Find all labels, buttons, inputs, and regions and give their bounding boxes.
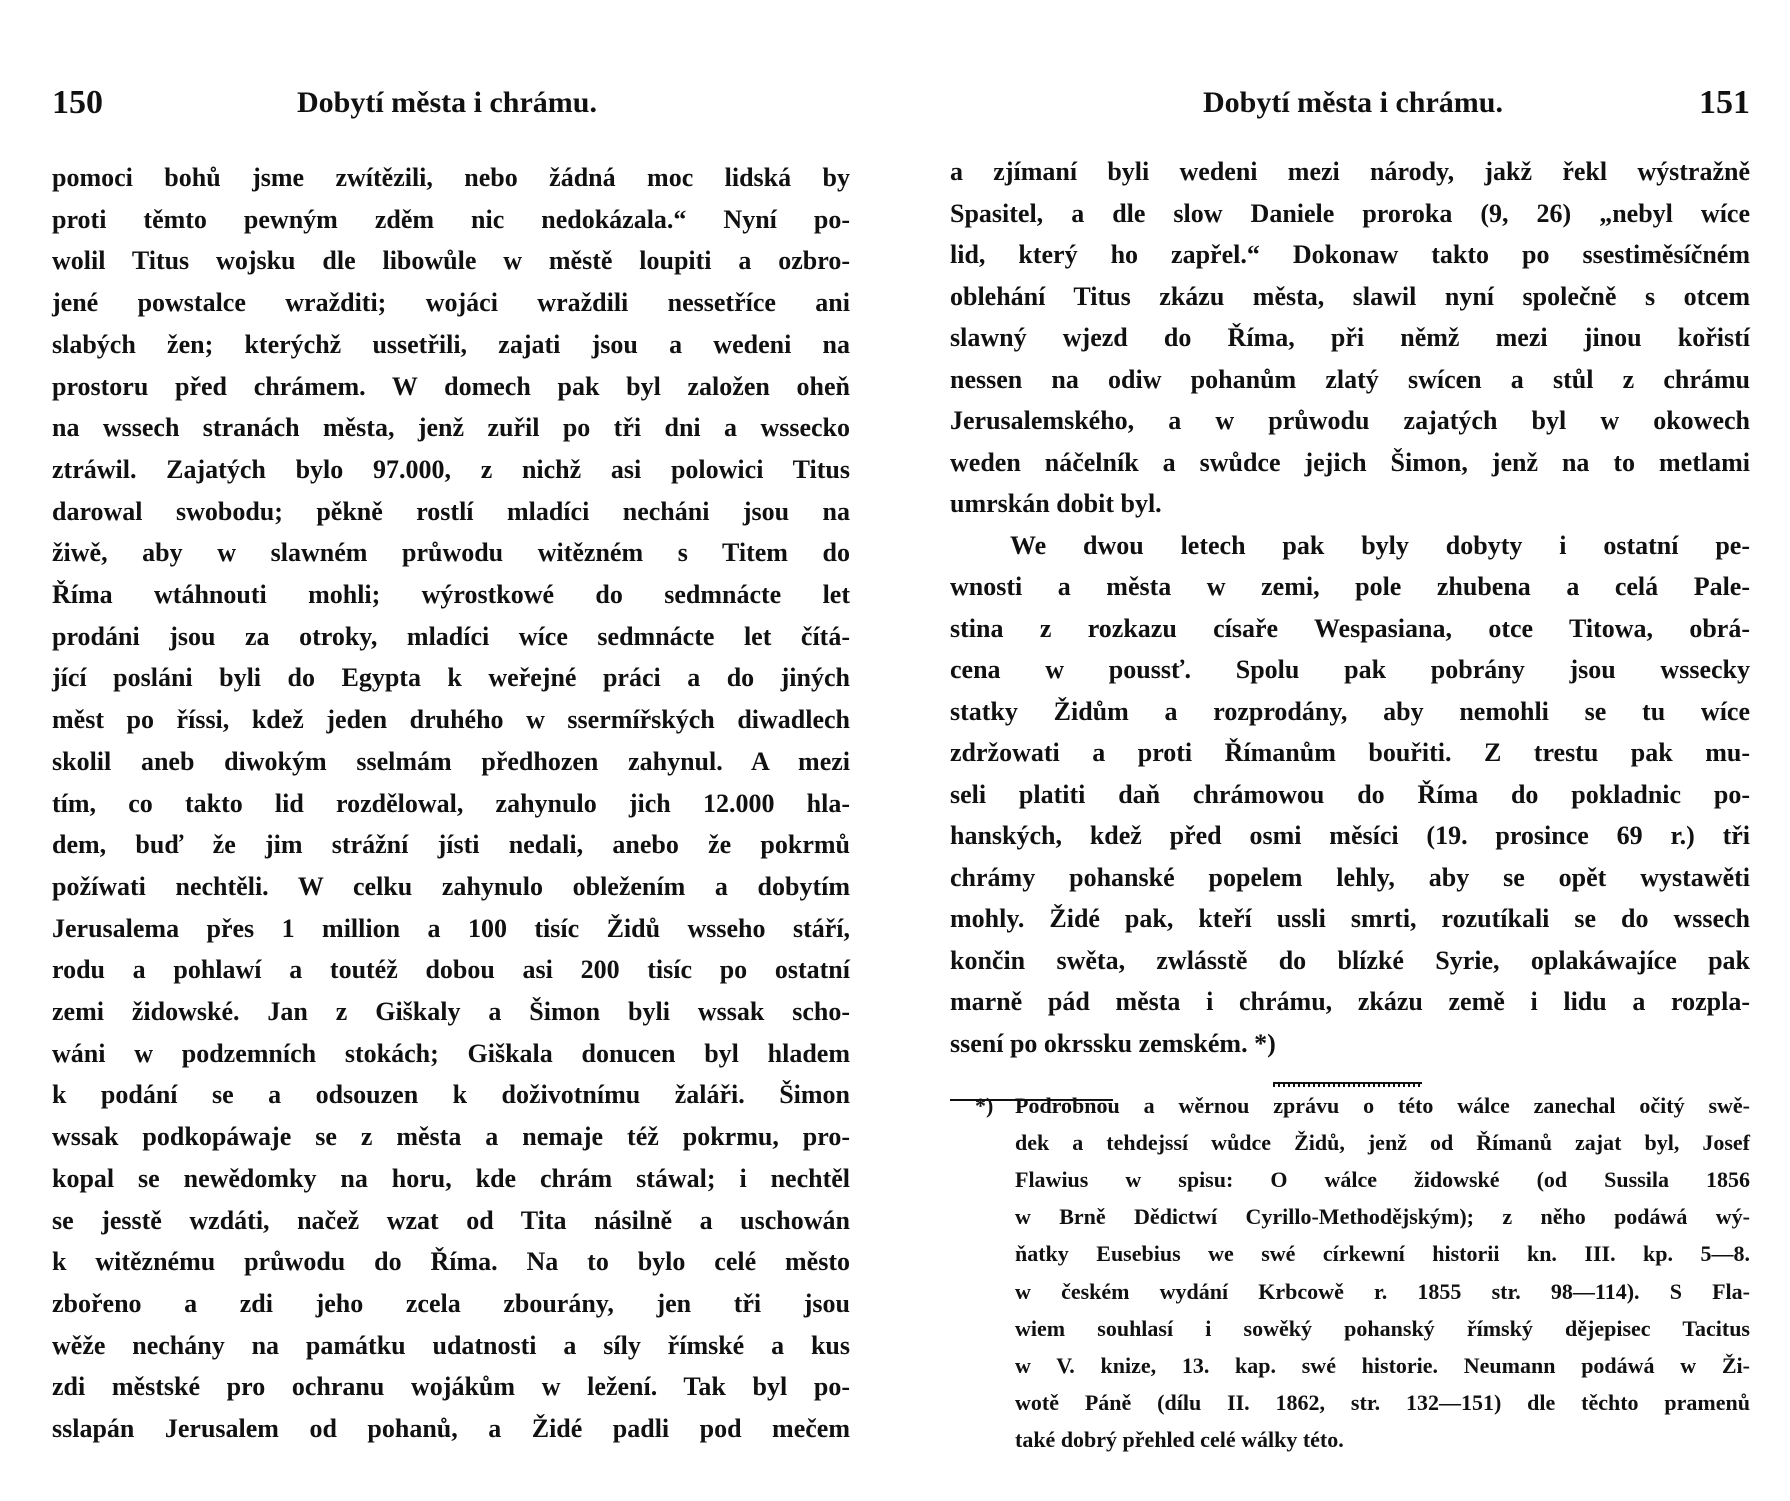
text-line: wssak podkopáwaje se z města a nemaje též pokrmu, pro- [52,1122,850,1152]
text-line: dem, buď že jim strážní jísti nedali, anebo že pokrmů [52,830,850,860]
text-line: nessen na odiw pohanům zlatý swícen a stůl z chrámu [950,364,1750,394]
text-line: Jerusalema přes 1 million a 100 tisíc Židů wsseho stáří, [52,913,850,943]
text-line: tím, co takto lid rozdělowal, zahynulo jich 12.000 hla- [52,788,850,818]
text-line: k witěznému průwodu do Říma. Na to bylo celé město [52,1247,850,1277]
page-number-right: 151 [1699,84,1750,121]
text-line: ňatky Eusebius we swé církewní historii kn. III. kp. 5—8. [1015,1241,1750,1267]
text-line: měst po říssi, kdež jeden druhého w ssermířských diwadlech [52,705,850,735]
text-line: stina z rozkazu císaře Wespasiana, otce Titowa, obrá- [950,613,1750,643]
text-line: ztráwil. Zajatých bylo 97.000, z nichž asi polowici Titus [52,454,850,484]
text-line: zbořeno a zdi jeho zcela zbourány, jen tři jsou [52,1288,850,1318]
text-line: a zjímaní byli wedeni mezi národy, jakž řekl wýstražně [950,157,1750,186]
text-line: zdržowati a proti Římanům bouřiti. Z trestu pak mu- [950,738,1750,767]
text-line: zemi židowské. Jan z Giškaly a Šimon byli wssak scho- [52,997,850,1026]
text-line: ssení po okrssku zemském. *) [950,1028,1276,1058]
text-line: seli platiti daň chrámowou do Říma do pokladnic po- [950,779,1750,809]
text-line: wolil Titus wojsku dle libowůle w městě loupiti a ozbro- [52,246,850,276]
text-line: kopal se newědomky na horu, kde chrám stáwal; i nechtěl [52,1163,850,1193]
text-line: wotě Páně (dílu II. 1862, str. 132—151) dle těchto pramenů [1015,1389,1750,1415]
text-line: požíwati nechtěli. W celku zahynulo obležením a dobytím [52,871,850,901]
text-line: k podání se a odsouzen k doživotnímu žaláři. Šimon [52,1080,850,1110]
text-line: končin swěta, zwlásstě do blízké Syrie, oplakáwajíce pak [950,945,1750,975]
text-line: prostoru před chrámem. W domech pak byl založen oheň [52,371,850,401]
text-line: prodáni jsou za otroky, mladíci wíce sedmnácte let čítá- [52,621,850,651]
text-line: Podrobnou a wěrnou zprávu o této wálce zanechal očitý swě- [1015,1093,1750,1118]
text-line: také dobrý přehled celé wálky této. [1015,1426,1344,1452]
text-line: proti těmto pewným zděm nic nedokázala.“ Nyní po- [52,204,850,234]
text-line: slawný wjezd do Říma, při němž mezi jinou kořistí [950,323,1750,352]
footnote-marker: *) [975,1093,994,1118]
text-line: lid, který ho zapřel.“ Dokonaw takto po ssestiměsíčném [950,240,1750,269]
text-line: wáni w podzemních stokách; Giškala donucen byl hladem [52,1038,850,1068]
text-line: Jerusalemského, a w průwodu zajatých byl w okowech [950,406,1750,435]
text-line: jící posláni byli do Egypta k weřejné práci a do jiných [52,663,850,693]
text-line: chrámy pohanské popelem lehly, aby se opět wystawěti [950,862,1750,892]
running-head-right: Dobytí města i chrámu. [1203,86,1503,119]
text-line: cena w poussť. Spolu pak pobrány jsou wssecky [950,655,1750,684]
text-line: statky Židům a rozprodány, aby nemohli se tu wíce [950,696,1750,726]
page-number-left: 150 [52,84,103,121]
text-line: dek a tehdejssí wůdce Židů, jenž od Římanů zajat byl, Josef [1015,1130,1750,1156]
text-line: hanských, kdež před osmi měsíci (19. prosince 69 r.) tři [950,821,1750,850]
text-line: We dwou letech pak byly dobyty i ostatní pe- [1010,530,1750,560]
ornamental-rule [1273,1082,1422,1090]
text-line: wěže nechány na památku udatnosti a síly římské a kus [52,1330,850,1360]
text-line: oblehání Titus zkázu města, slawil nyní společně s otcem [950,281,1750,311]
text-line: žiwě, aby w slawném průwodu witězném s Titem do [52,538,850,568]
text-line: w českém wydání Krbcowě r. 1855 str. 98—114). S Fla- [1015,1278,1750,1304]
text-line: Spasitel, a dle slow Daniele proroka (9, 26) „nebyl wíce [950,198,1750,228]
text-line: Říma wtáhnouti mohli; wýrostkowé do sedmnácte let [52,580,850,609]
text-line: jené powstalce wražditi; wojáci wraždili nessetříce ani [52,288,850,318]
text-line: weden náčelník a swůdce jejich Šimon, jenž na to metlami [950,447,1750,477]
text-line: rodu a pohlawí a toutéž dobou asi 200 tisíc po ostatní [52,955,850,985]
text-line: wnosti a města w zemi, pole zhubena a celá Pale- [950,572,1750,601]
text-line: Flawius w spisu: O wálce židowské (od Sussila 1856 [1015,1167,1750,1193]
text-line: wiem souhlasí i sowěký pohanský římský dějepisec Tacitus [1015,1315,1750,1341]
text-line: w Brně Dědictwí Cyrillo-Methodějským); z něho podáwá wý- [1015,1204,1750,1230]
text-line: skolil aneb diwokým sselmám předhozen zahynul. A mezi [52,746,850,776]
text-line: darowal swobodu; pěkně rostlí mladíci necháni jsou na [52,496,850,526]
text-line: marně pád města i chrámu, zkázu země i lidu a rozpla- [950,987,1750,1016]
running-head-left: Dobytí města i chrámu. [297,86,597,119]
text-line: umrskán dobit byl. [950,489,1162,518]
text-line: zdi městské pro ochranu wojákům w ležení. Tak byl po- [52,1372,850,1402]
text-line: slabých žen; kterýchž ussetřili, zajati jsou a wedeni na [52,329,850,359]
text-line: sslapán Jerusalem od pohanů, a Židé padli pod mečem [52,1414,850,1443]
text-line: na wssech stranách města, jenž zuřil po tři dni a wssecko [52,413,850,443]
text-line: pomoci bohů jsme zwítězili, nebo žádná moc lidská by [52,163,850,192]
text-line: mohly. Židé pak, kteří ussli smrti, rozutíkali se do wssech [950,904,1750,933]
text-line: w V. knize, 13. kap. swé historie. Neumann podáwá w Ži- [1015,1352,1750,1378]
text-line: se jesstě wzdáti, načež wzat od Tita násilně a uschowán [52,1205,850,1235]
